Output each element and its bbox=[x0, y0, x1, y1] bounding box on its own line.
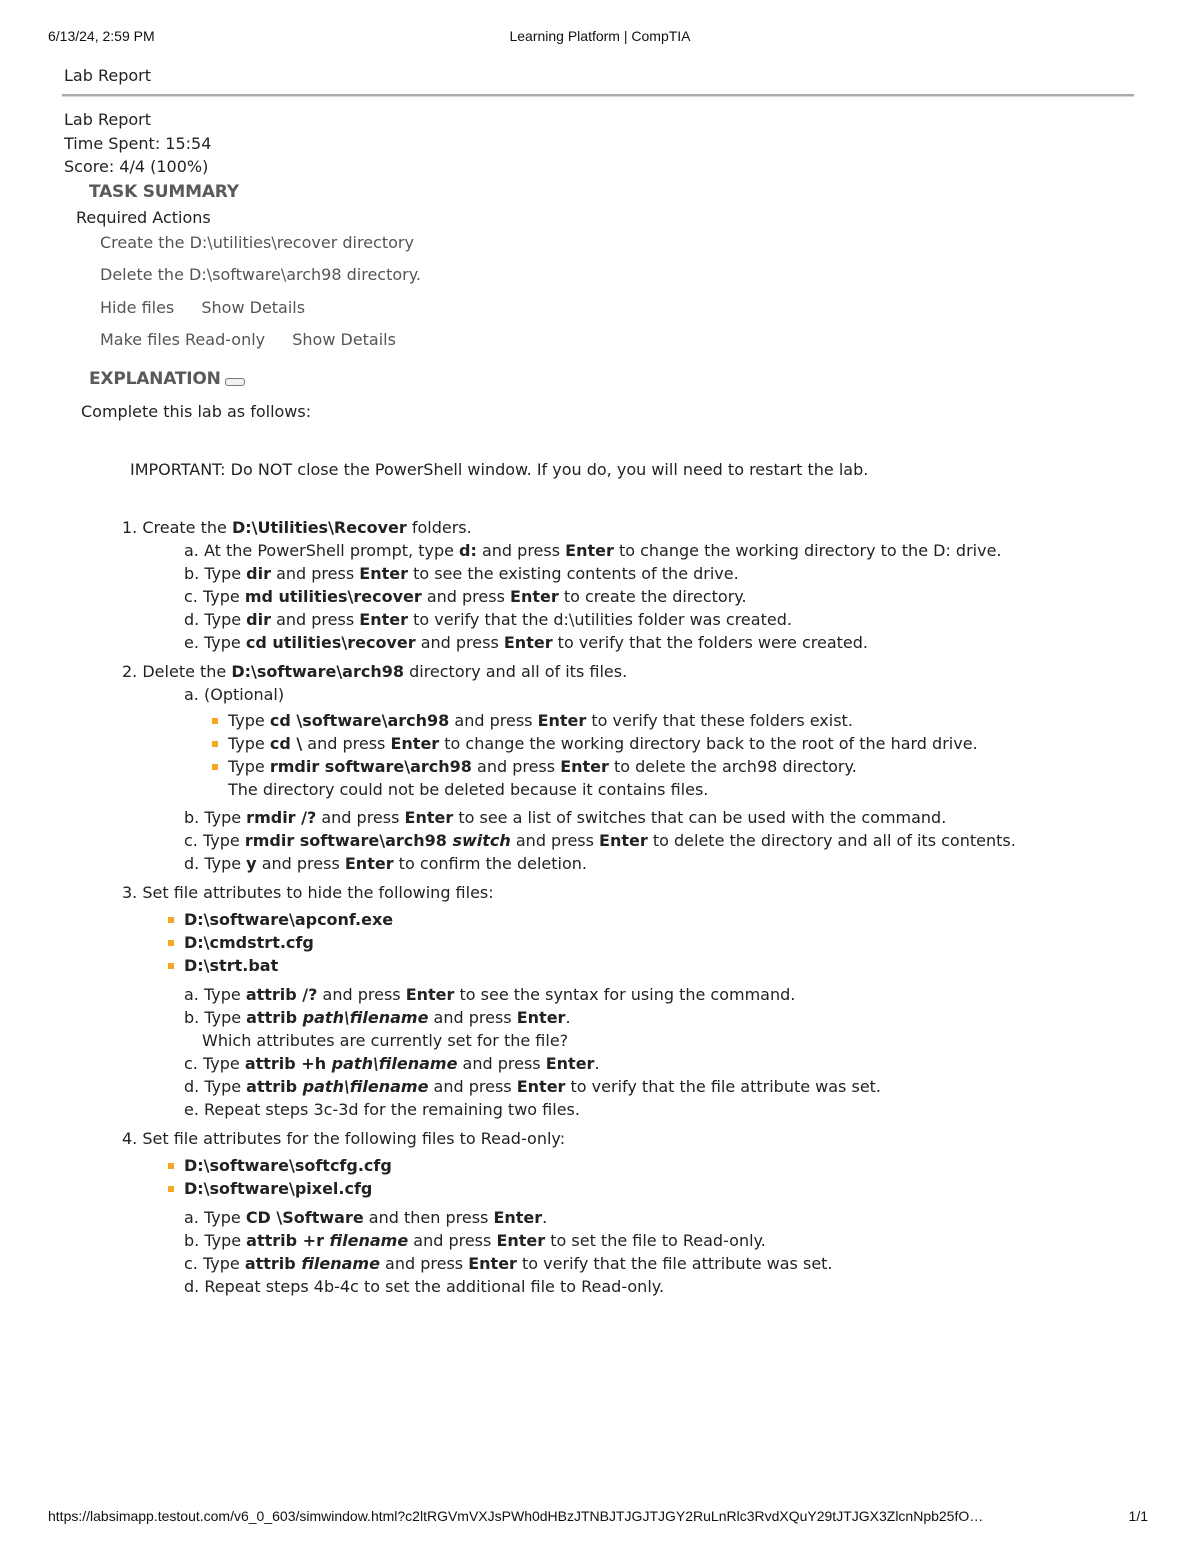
file-bullets bbox=[122, 1154, 1182, 1200]
collapse-toggle-icon[interactable] bbox=[225, 378, 245, 386]
step-1 bbox=[122, 516, 1182, 654]
substep: c. Type attrib filename and press Enter to verify that the file attribute was set. bbox=[184, 1254, 833, 1273]
file-bullets bbox=[122, 908, 1182, 977]
action-read-only bbox=[100, 330, 396, 349]
substeps bbox=[122, 806, 1182, 875]
print-page-title: Learning Platform | CompTIA bbox=[509, 28, 691, 44]
substep: d. Repeat steps 4b-4c to set the additional file to Read-only. bbox=[184, 1277, 665, 1296]
step-2 bbox=[122, 660, 1182, 875]
print-url: https://labsimapp.testout.com/v6_0_603/simwindow.html?c2ltRGVmVXJsPWh0dHBzJTNBJTJGJTJGY2RuLnRlc3RvdXQuY29tJTJGX3ZlcnNpb25fO… bbox=[48, 1508, 984, 1524]
substep: b. Type attrib +r filename and press Enter to set the file to Read-only. bbox=[184, 1231, 766, 1250]
show-details-link[interactable]: Show Details bbox=[201, 298, 306, 317]
bullet-item: D:\cmdstrt.cfg bbox=[184, 931, 1182, 954]
bullet-item: Type cd \ and press Enter to change the working directory back to the root of the hard drive. bbox=[228, 732, 1182, 755]
bullet-item: D:\software\pixel.cfg bbox=[184, 1177, 1182, 1200]
substep: d. Type y and press Enter to confirm the deletion. bbox=[184, 854, 587, 873]
bullet-item: D:\strt.bat bbox=[184, 954, 1182, 977]
substep: a. Type CD \Software and then press Enter. bbox=[184, 1208, 548, 1227]
steps-list bbox=[122, 516, 1182, 1304]
bullet-item: D:\software\softcfg.cfg bbox=[184, 1154, 1182, 1177]
substeps bbox=[122, 1206, 1182, 1298]
substep: a. Type attrib /? and press Enter to see the syntax for using the command. bbox=[184, 985, 796, 1004]
bullet-item: D:\software\apconf.exe bbox=[184, 908, 1182, 931]
bullet-item: Type rmdir software\arch98 and press Enter to delete the arch98 directory. bbox=[228, 755, 1182, 778]
bullet-item: Type cd \software\arch98 and press Enter to verify that these folders exist. bbox=[228, 709, 1182, 732]
substep: a. (Optional) bbox=[184, 685, 285, 704]
substep: c. Type attrib +h path\filename and press Enter. bbox=[184, 1054, 600, 1073]
substep: b. Type dir and press Enter to see the existing contents of the drive. bbox=[184, 564, 739, 583]
action-label: Make files Read-only bbox=[100, 330, 266, 349]
action-label: Delete the D:\software\arch98 directory. bbox=[100, 265, 421, 284]
substep: c. Type md utilities\recover and press Enter to create the directory. bbox=[184, 587, 747, 606]
step-4 bbox=[122, 1127, 1182, 1298]
substeps bbox=[122, 983, 1182, 1121]
explanation-heading bbox=[89, 369, 245, 389]
explanation-intro: Complete this lab as follows: bbox=[81, 402, 312, 421]
substep: e. Type cd utilities\recover and press Enter to verify that the folders were created. bbox=[184, 633, 868, 652]
step-text: 1. Create the D:\Utilities\Recover folders. bbox=[122, 518, 472, 537]
substep: e. Repeat steps 3c-3d for the remaining two files. bbox=[184, 1100, 580, 1119]
substep: a. At the PowerShell prompt, type d: and press Enter to change the working directory to the D: drive. bbox=[184, 541, 1002, 560]
step-text: 3. Set file attributes to hide the following files: bbox=[122, 883, 494, 902]
substep: d. Type dir and press Enter to verify that the d:\utilities folder was created. bbox=[184, 610, 792, 629]
substep: b. Type attrib path\filename and press Enter. bbox=[184, 1008, 571, 1027]
optional-bullets bbox=[122, 709, 1182, 801]
substeps bbox=[122, 683, 1182, 706]
substep-continuation: Which attributes are currently set for the file? bbox=[202, 1031, 569, 1050]
print-footer bbox=[48, 1508, 1148, 1528]
step-text: 2. Delete the D:\software\arch98 directory and all of its files. bbox=[122, 662, 628, 681]
substep: c. Type rmdir software\arch98 switch and press Enter to delete the directory and all of its contents. bbox=[184, 831, 1016, 850]
time-spent: Time Spent: 15:54 bbox=[64, 133, 212, 153]
action-label: Hide files bbox=[100, 298, 175, 317]
action-label: Create the D:\utilities\recover directory bbox=[100, 233, 414, 252]
substep: b. Type rmdir /? and press Enter to see a list of switches that can be used with the command. bbox=[184, 808, 947, 827]
important-note: IMPORTANT: Do NOT close the PowerShell window. If you do, you will need to restart the lab. bbox=[130, 460, 869, 479]
page-title: Lab Report bbox=[64, 66, 151, 85]
action-delete-directory bbox=[100, 265, 421, 284]
substep: d. Type attrib path\filename and press Enter to verify that the file attribute was set. bbox=[184, 1077, 882, 1096]
report-heading: Lab Report bbox=[64, 110, 151, 129]
explanation-heading-text: EXPLANATION bbox=[89, 369, 221, 389]
step-text: 4. Set file attributes for the following files to Read-only: bbox=[122, 1129, 566, 1148]
required-actions-title: Required Actions bbox=[76, 208, 211, 227]
substeps bbox=[122, 539, 1182, 654]
action-create-directory bbox=[100, 233, 414, 252]
title-divider bbox=[62, 94, 1134, 97]
print-header bbox=[48, 28, 1152, 48]
print-date: 6/13/24, 2:59 PM bbox=[48, 28, 155, 44]
page-number: 1/1 bbox=[1128, 1508, 1148, 1524]
action-hide-files bbox=[100, 298, 305, 317]
bullet-continuation: The directory could not be deleted because it contains files. bbox=[228, 780, 709, 799]
show-details-link[interactable]: Show Details bbox=[292, 330, 396, 349]
step-3 bbox=[122, 881, 1182, 1121]
report-meta bbox=[64, 108, 211, 179]
task-summary-heading: TASK SUMMARY bbox=[89, 182, 239, 202]
score: Score: 4/4 (100%) bbox=[64, 157, 209, 176]
